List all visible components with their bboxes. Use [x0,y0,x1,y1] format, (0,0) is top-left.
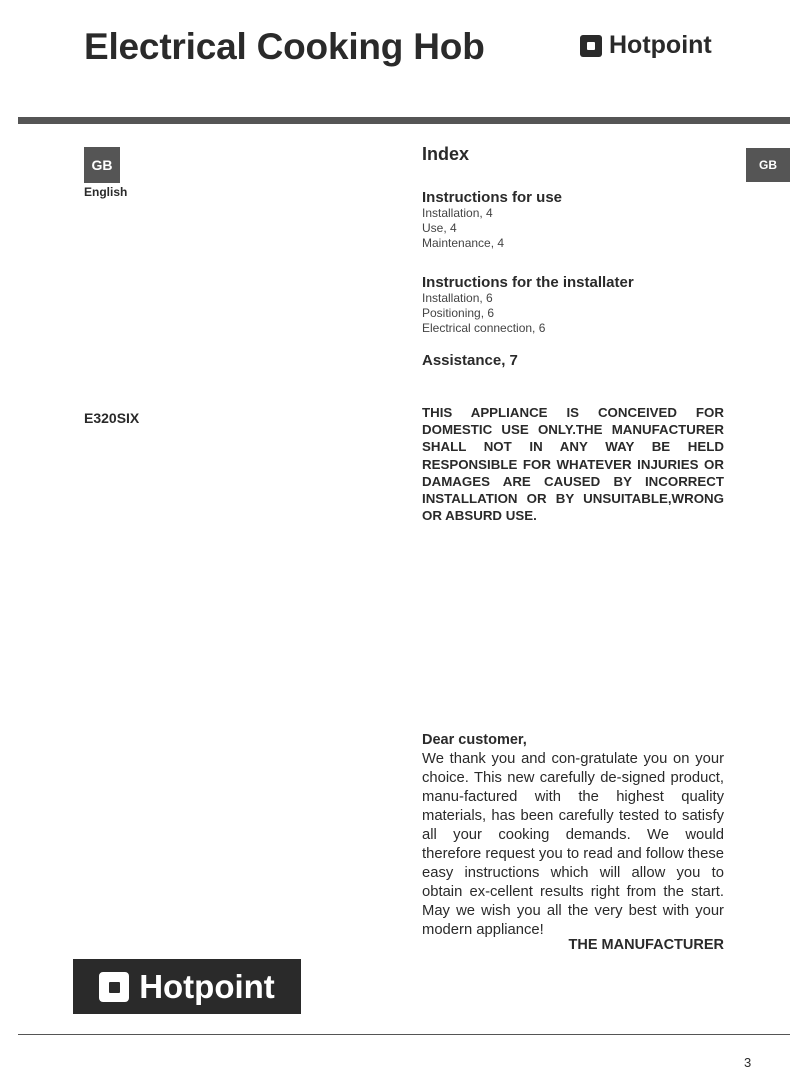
index-entry: Installation, 6 [422,291,493,305]
hotpoint-logo-icon [99,972,129,1002]
footer-rule [18,1034,790,1035]
index-section-title: Instructions for use [422,189,563,206]
model-number: E320SIX [84,410,140,426]
header-rule [18,117,790,124]
index-section-use [422,189,722,251]
letter-signature: THE MANUFACTURER [568,937,724,953]
hotpoint-logo-icon [580,35,602,57]
brand-name: Hotpoint [139,967,275,1005]
letter-body: We thank you and con-gratulate you on your choice. This new carefully de-signed product, manu-factured with the highest quality materials, has been carefully tested to satisfy all your cooking demands. We would therefore request you to read and follow these easy instructions which will allow you to obtain ex-cellent results right from the start. May we wish you all the very best with your modern appliance! [422,751,724,938]
safety-warning: THIS APPLIANCE IS CONCEIVED FOR DOMESTIC USE ONLY.THE MANUFACTURER SHALL NOT IN ANY WAY BE HELD RESPONSIBLE FOR WHATEVER INJURIES OR DAMAGES ARE CAUSED BY INCORRECT INSTALLATION OR BY UNSUITABLE,WRONG OR ABSURD USE. [422,405,724,524]
document-title: Electrical Cooking Hob [84,26,485,67]
index-assistance: Assistance, 7 [422,352,518,369]
index-section-title: Instructions for the installater [422,274,634,291]
index-section-installer [422,274,722,336]
index-entry: Installation, 4 [422,206,493,220]
index-entry: Positioning, 6 [422,306,495,320]
index-heading: Index [422,144,470,164]
letter-greeting: Dear customer, [422,732,527,748]
page-number: 3 [744,1055,752,1070]
language-side-tab: GB [746,148,790,182]
index-entry: Maintenance, 4 [422,236,505,250]
brand-logo-header [580,31,712,60]
index-entry: Use, 4 [422,221,457,235]
language-name: English [84,185,128,199]
language-badge: GB [84,147,120,183]
index-entry: Electrical connection, 6 [422,321,546,335]
brand-name: Hotpoint [609,31,712,59]
brand-logo-footer [73,959,301,1014]
